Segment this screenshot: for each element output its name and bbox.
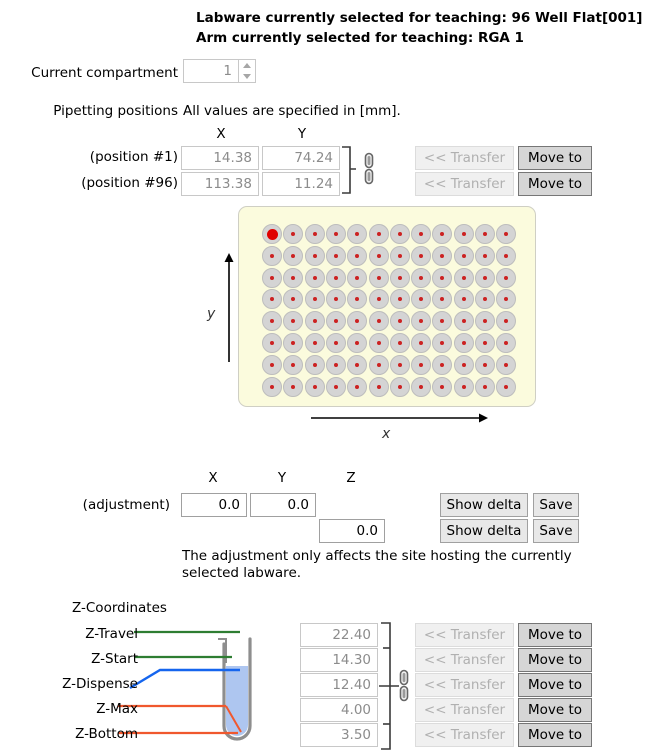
well-81[interactable] xyxy=(432,355,452,375)
well-center-dot xyxy=(483,385,487,389)
well-36[interactable] xyxy=(496,268,516,288)
well-center-dot xyxy=(462,363,466,367)
well-center-dot xyxy=(504,385,508,389)
well-center-dot xyxy=(291,232,295,236)
well-center-dot xyxy=(377,385,381,389)
well-23[interactable] xyxy=(475,246,495,266)
well-42[interactable] xyxy=(369,289,389,309)
well-center-dot xyxy=(313,297,317,301)
well-21[interactable] xyxy=(432,246,452,266)
well-87[interactable] xyxy=(305,377,325,397)
well-24[interactable] xyxy=(496,246,516,266)
well-58[interactable] xyxy=(454,311,474,331)
well-center-dot xyxy=(377,254,381,258)
well-center-dot xyxy=(398,276,402,280)
well-48[interactable] xyxy=(496,289,516,309)
well-center-dot xyxy=(462,276,466,280)
well-center-dot xyxy=(398,341,402,345)
well-31[interactable] xyxy=(390,268,410,288)
well-center-dot xyxy=(440,319,444,323)
triangle-down-icon[interactable] xyxy=(239,71,255,82)
well-center-dot xyxy=(462,254,466,258)
well-91[interactable] xyxy=(390,377,410,397)
well-15[interactable] xyxy=(305,246,325,266)
well-center-dot xyxy=(355,363,359,367)
z-coordinates-title: Z-Coordinates xyxy=(72,600,167,616)
adjustment-x-input[interactable] xyxy=(181,493,247,517)
well-17[interactable] xyxy=(347,246,367,266)
well-center-dot xyxy=(377,341,381,345)
position-96-label: (position #96) xyxy=(81,175,178,191)
well-29[interactable] xyxy=(347,268,367,288)
well-18[interactable] xyxy=(369,246,389,266)
adjustment-note: The adjustment only affects the site hosting the currently selected labware. xyxy=(182,548,572,581)
well-center-dot xyxy=(270,385,274,389)
well-center-dot xyxy=(504,363,508,367)
well-13[interactable] xyxy=(262,246,282,266)
well-center-dot xyxy=(377,319,381,323)
well-59[interactable] xyxy=(475,311,495,331)
well-80[interactable] xyxy=(411,355,431,375)
well-center-dot xyxy=(440,341,444,345)
teaching-header xyxy=(196,8,642,48)
well-center-dot xyxy=(313,319,317,323)
well-30[interactable] xyxy=(369,268,389,288)
well-47[interactable] xyxy=(475,289,495,309)
well-center-dot xyxy=(355,297,359,301)
well-7[interactable] xyxy=(390,224,410,244)
z-start-move-to-button[interactable]: Move to xyxy=(518,648,592,672)
well-center-dot xyxy=(462,341,466,345)
well-center-dot xyxy=(419,297,423,301)
well-63[interactable] xyxy=(305,333,325,353)
well-26[interactable] xyxy=(283,268,303,288)
z-travel-transfer-button[interactable]: << Transfer xyxy=(415,623,514,647)
well-40[interactable] xyxy=(326,289,346,309)
current-compartment-label: Current compartment xyxy=(31,65,178,81)
well-center-dot xyxy=(355,232,359,236)
well-32[interactable] xyxy=(411,268,431,288)
well-28[interactable] xyxy=(326,268,346,288)
well-12[interactable] xyxy=(496,224,516,244)
well-85[interactable] xyxy=(262,377,282,397)
well-25[interactable] xyxy=(262,268,282,288)
z-dispense-move-to-button[interactable]: Move to xyxy=(518,673,592,697)
well-center-dot xyxy=(504,232,508,236)
well-center-dot xyxy=(398,385,402,389)
well-center-dot xyxy=(334,319,338,323)
well-60[interactable] xyxy=(496,311,516,331)
well-center-dot xyxy=(270,319,274,323)
well-79[interactable] xyxy=(390,355,410,375)
well-51[interactable] xyxy=(305,311,325,331)
well-20[interactable] xyxy=(411,246,431,266)
well-94[interactable] xyxy=(454,377,474,397)
z-dispense-transfer-button[interactable]: << Transfer xyxy=(415,673,514,697)
well-center-dot xyxy=(440,254,444,258)
well-center-dot xyxy=(355,276,359,280)
well-center-dot xyxy=(313,276,317,280)
well-center-dot xyxy=(440,276,444,280)
well-86[interactable] xyxy=(283,377,303,397)
well-center-dot xyxy=(419,232,423,236)
position-1-transfer-button[interactable]: << Transfer xyxy=(415,146,514,170)
well-75[interactable] xyxy=(305,355,325,375)
well-center-dot xyxy=(270,276,274,280)
triangle-up-icon[interactable] xyxy=(239,60,255,71)
well-83[interactable] xyxy=(475,355,495,375)
well-77[interactable] xyxy=(347,355,367,375)
well-33[interactable] xyxy=(432,268,452,288)
well-73[interactable] xyxy=(262,355,282,375)
well-center-dot xyxy=(291,363,295,367)
z-bottom-move-to-button[interactable]: Move to xyxy=(518,723,592,747)
well-89[interactable] xyxy=(347,377,367,397)
well-center-dot xyxy=(462,232,466,236)
position-96-transfer-button[interactable]: << Transfer xyxy=(415,172,514,196)
well-57[interactable] xyxy=(432,311,452,331)
z-max-input[interactable] xyxy=(300,698,378,722)
well-center-dot xyxy=(291,341,295,345)
adjustment-col-z-header: Z xyxy=(346,470,356,486)
well-69[interactable] xyxy=(432,333,452,353)
well-center-dot xyxy=(462,385,466,389)
arrow-right-icon xyxy=(310,411,490,425)
well-center-dot xyxy=(419,276,423,280)
well-center-dot xyxy=(291,385,295,389)
header-arm-line: Arm currently selected for teaching: RGA 1 xyxy=(196,30,524,46)
y-axis-label: y xyxy=(207,306,216,322)
well-center-dot xyxy=(483,297,487,301)
well-center-dot xyxy=(419,341,423,345)
well-96[interactable] xyxy=(496,377,516,397)
well-center-dot xyxy=(504,254,508,258)
well-center-dot xyxy=(377,232,381,236)
well-61[interactable] xyxy=(262,333,282,353)
well-center-dot xyxy=(483,363,487,367)
well-46[interactable] xyxy=(454,289,474,309)
chain-link-icon[interactable] xyxy=(362,152,376,186)
well-95[interactable] xyxy=(475,377,495,397)
well-center-dot xyxy=(483,254,487,258)
adjustment-xy-save-button[interactable]: Save xyxy=(533,493,579,517)
well-71[interactable] xyxy=(475,333,495,353)
well-center-dot xyxy=(377,276,381,280)
adjustment-label: (adjustment) xyxy=(82,497,170,513)
well-center-dot xyxy=(483,232,487,236)
z-max-label: Z-Max xyxy=(96,701,138,717)
well-center-dot xyxy=(355,385,359,389)
z-bottom-input[interactable] xyxy=(300,723,378,747)
well-center-dot xyxy=(504,341,508,345)
well-74[interactable] xyxy=(283,355,303,375)
adjustment-z-show-delta-button[interactable]: Show delta xyxy=(440,519,528,543)
z-travel-move-to-button[interactable]: Move to xyxy=(518,623,592,647)
well-14[interactable] xyxy=(283,246,303,266)
well-center-dot xyxy=(504,297,508,301)
well-5[interactable] xyxy=(347,224,367,244)
well-56[interactable] xyxy=(411,311,431,331)
z-bottom-label: Z-Bottom xyxy=(75,726,138,742)
well-55[interactable] xyxy=(390,311,410,331)
well-center-dot xyxy=(377,297,381,301)
well-center-dot xyxy=(440,385,444,389)
well-center-dot xyxy=(504,319,508,323)
well-84[interactable] xyxy=(496,355,516,375)
well-center-dot xyxy=(334,276,338,280)
current-compartment-spin-buttons[interactable] xyxy=(239,59,256,83)
well-center-dot xyxy=(267,229,278,240)
well-center-dot xyxy=(270,341,274,345)
position-96-y-input[interactable] xyxy=(262,172,340,196)
current-compartment-stepper[interactable] xyxy=(183,59,256,83)
well-53[interactable] xyxy=(347,311,367,331)
well-3[interactable] xyxy=(305,224,325,244)
well-center-dot xyxy=(419,319,423,323)
well-center-dot xyxy=(334,297,338,301)
adjustment-z-save-button[interactable]: Save xyxy=(533,519,579,543)
z-max-transfer-button[interactable]: << Transfer xyxy=(415,698,514,722)
well-76[interactable] xyxy=(326,355,346,375)
well-38[interactable] xyxy=(283,289,303,309)
well-center-dot xyxy=(398,232,402,236)
pipetting-col-y-header: Y xyxy=(297,126,307,142)
pipetting-positions-label: Pipetting positions xyxy=(53,103,178,119)
position-1-y-input[interactable] xyxy=(262,146,340,170)
adjustment-col-x-header: X xyxy=(208,470,218,486)
well-center-dot xyxy=(483,276,487,280)
z-bottom-transfer-button[interactable]: << Transfer xyxy=(415,723,514,747)
well-50[interactable] xyxy=(283,311,303,331)
position-96-x-input[interactable] xyxy=(181,172,259,196)
well-center-dot xyxy=(419,363,423,367)
well-9[interactable] xyxy=(432,224,452,244)
well-67[interactable] xyxy=(390,333,410,353)
well-center-dot xyxy=(440,232,444,236)
well-center-dot xyxy=(291,297,295,301)
x-axis-label: x xyxy=(382,426,391,442)
well-10[interactable] xyxy=(454,224,474,244)
well-72[interactable] xyxy=(496,333,516,353)
well-1[interactable] xyxy=(262,224,282,244)
units-note: All values are specified in [mm]. xyxy=(183,103,401,119)
well-center-dot xyxy=(291,254,295,258)
well-center-dot xyxy=(504,276,508,280)
well-center-dot xyxy=(462,297,466,301)
well-center-dot xyxy=(440,363,444,367)
well-center-dot xyxy=(270,254,274,258)
well-49[interactable] xyxy=(262,311,282,331)
well-center-dot xyxy=(462,319,466,323)
well-center-dot xyxy=(398,363,402,367)
z-start-input[interactable] xyxy=(300,648,378,672)
chain-link-icon[interactable] xyxy=(397,669,411,703)
well-66[interactable] xyxy=(369,333,389,353)
well-34[interactable] xyxy=(454,268,474,288)
well-90[interactable] xyxy=(369,377,389,397)
well-center-dot xyxy=(483,319,487,323)
well-19[interactable] xyxy=(390,246,410,266)
well-41[interactable] xyxy=(347,289,367,309)
well-68[interactable] xyxy=(411,333,431,353)
well-center-dot xyxy=(291,276,295,280)
adjustment-xy-show-delta-button[interactable]: Show delta xyxy=(440,493,528,517)
well-92[interactable] xyxy=(411,377,431,397)
well-center-dot xyxy=(398,297,402,301)
well-88[interactable] xyxy=(326,377,346,397)
well-center-dot xyxy=(313,232,317,236)
well-center-dot xyxy=(398,254,402,258)
z-dispense-label: Z-Dispense xyxy=(62,676,138,692)
well-45[interactable] xyxy=(432,289,452,309)
well-center-dot xyxy=(334,385,338,389)
well-center-dot xyxy=(313,341,317,345)
well-43[interactable] xyxy=(390,289,410,309)
position-1-move-to-button[interactable]: Move to xyxy=(518,146,592,170)
position-1-label: (position #1) xyxy=(89,149,178,165)
well-8[interactable] xyxy=(411,224,431,244)
well-64[interactable] xyxy=(326,333,346,353)
current-compartment-input[interactable] xyxy=(183,59,239,83)
well-39[interactable] xyxy=(305,289,325,309)
well-center-dot xyxy=(334,254,338,258)
position-96-move-to-button[interactable]: Move to xyxy=(518,172,592,196)
header-labware-line: Labware currently selected for teaching: 96 Well Flat[001] xyxy=(196,10,643,26)
well-center-dot xyxy=(355,254,359,258)
well-65[interactable] xyxy=(347,333,367,353)
well-center-dot xyxy=(334,232,338,236)
z-start-label: Z-Start xyxy=(91,651,138,667)
well-2[interactable] xyxy=(283,224,303,244)
well-center-dot xyxy=(313,385,317,389)
well-center-dot xyxy=(377,363,381,367)
well-center-dot xyxy=(355,341,359,345)
well-center-dot xyxy=(270,363,274,367)
well-center-dot xyxy=(291,319,295,323)
well-35[interactable] xyxy=(475,268,495,288)
adjustment-col-y-header: Y xyxy=(277,470,287,486)
z-travel-label: Z-Travel xyxy=(85,626,138,642)
well-70[interactable] xyxy=(454,333,474,353)
well-62[interactable] xyxy=(283,333,303,353)
well-center-dot xyxy=(419,254,423,258)
well-plate[interactable] xyxy=(238,206,536,407)
well-78[interactable] xyxy=(369,355,389,375)
well-center-dot xyxy=(483,341,487,345)
well-6[interactable] xyxy=(369,224,389,244)
well-center-dot xyxy=(355,319,359,323)
well-center-dot xyxy=(334,363,338,367)
well-54[interactable] xyxy=(369,311,389,331)
arrow-up-icon xyxy=(222,252,236,364)
well-44[interactable] xyxy=(411,289,431,309)
well-11[interactable] xyxy=(475,224,495,244)
position-1-x-input[interactable] xyxy=(181,146,259,170)
well-center-dot xyxy=(270,297,274,301)
z-coordinates-diagram xyxy=(140,620,290,748)
z-start-transfer-button[interactable]: << Transfer xyxy=(415,648,514,672)
z-travel-input[interactable] xyxy=(300,623,378,647)
well-16[interactable] xyxy=(326,246,346,266)
well-93[interactable] xyxy=(432,377,452,397)
adjustment-z-input[interactable] xyxy=(319,519,385,543)
well-4[interactable] xyxy=(326,224,346,244)
well-52[interactable] xyxy=(326,311,346,331)
well-37[interactable] xyxy=(262,289,282,309)
adjustment-y-input[interactable] xyxy=(250,493,316,517)
well-center-dot xyxy=(419,385,423,389)
z-dispense-input[interactable] xyxy=(300,673,378,697)
well-center-dot xyxy=(313,254,317,258)
well-27[interactable] xyxy=(305,268,325,288)
pipetting-col-x-header: X xyxy=(216,126,226,142)
well-22[interactable] xyxy=(454,246,474,266)
well-center-dot xyxy=(313,363,317,367)
well-center-dot xyxy=(334,341,338,345)
well-82[interactable] xyxy=(454,355,474,375)
well-center-dot xyxy=(440,297,444,301)
z-max-move-to-button[interactable]: Move to xyxy=(518,698,592,722)
well-center-dot xyxy=(398,319,402,323)
